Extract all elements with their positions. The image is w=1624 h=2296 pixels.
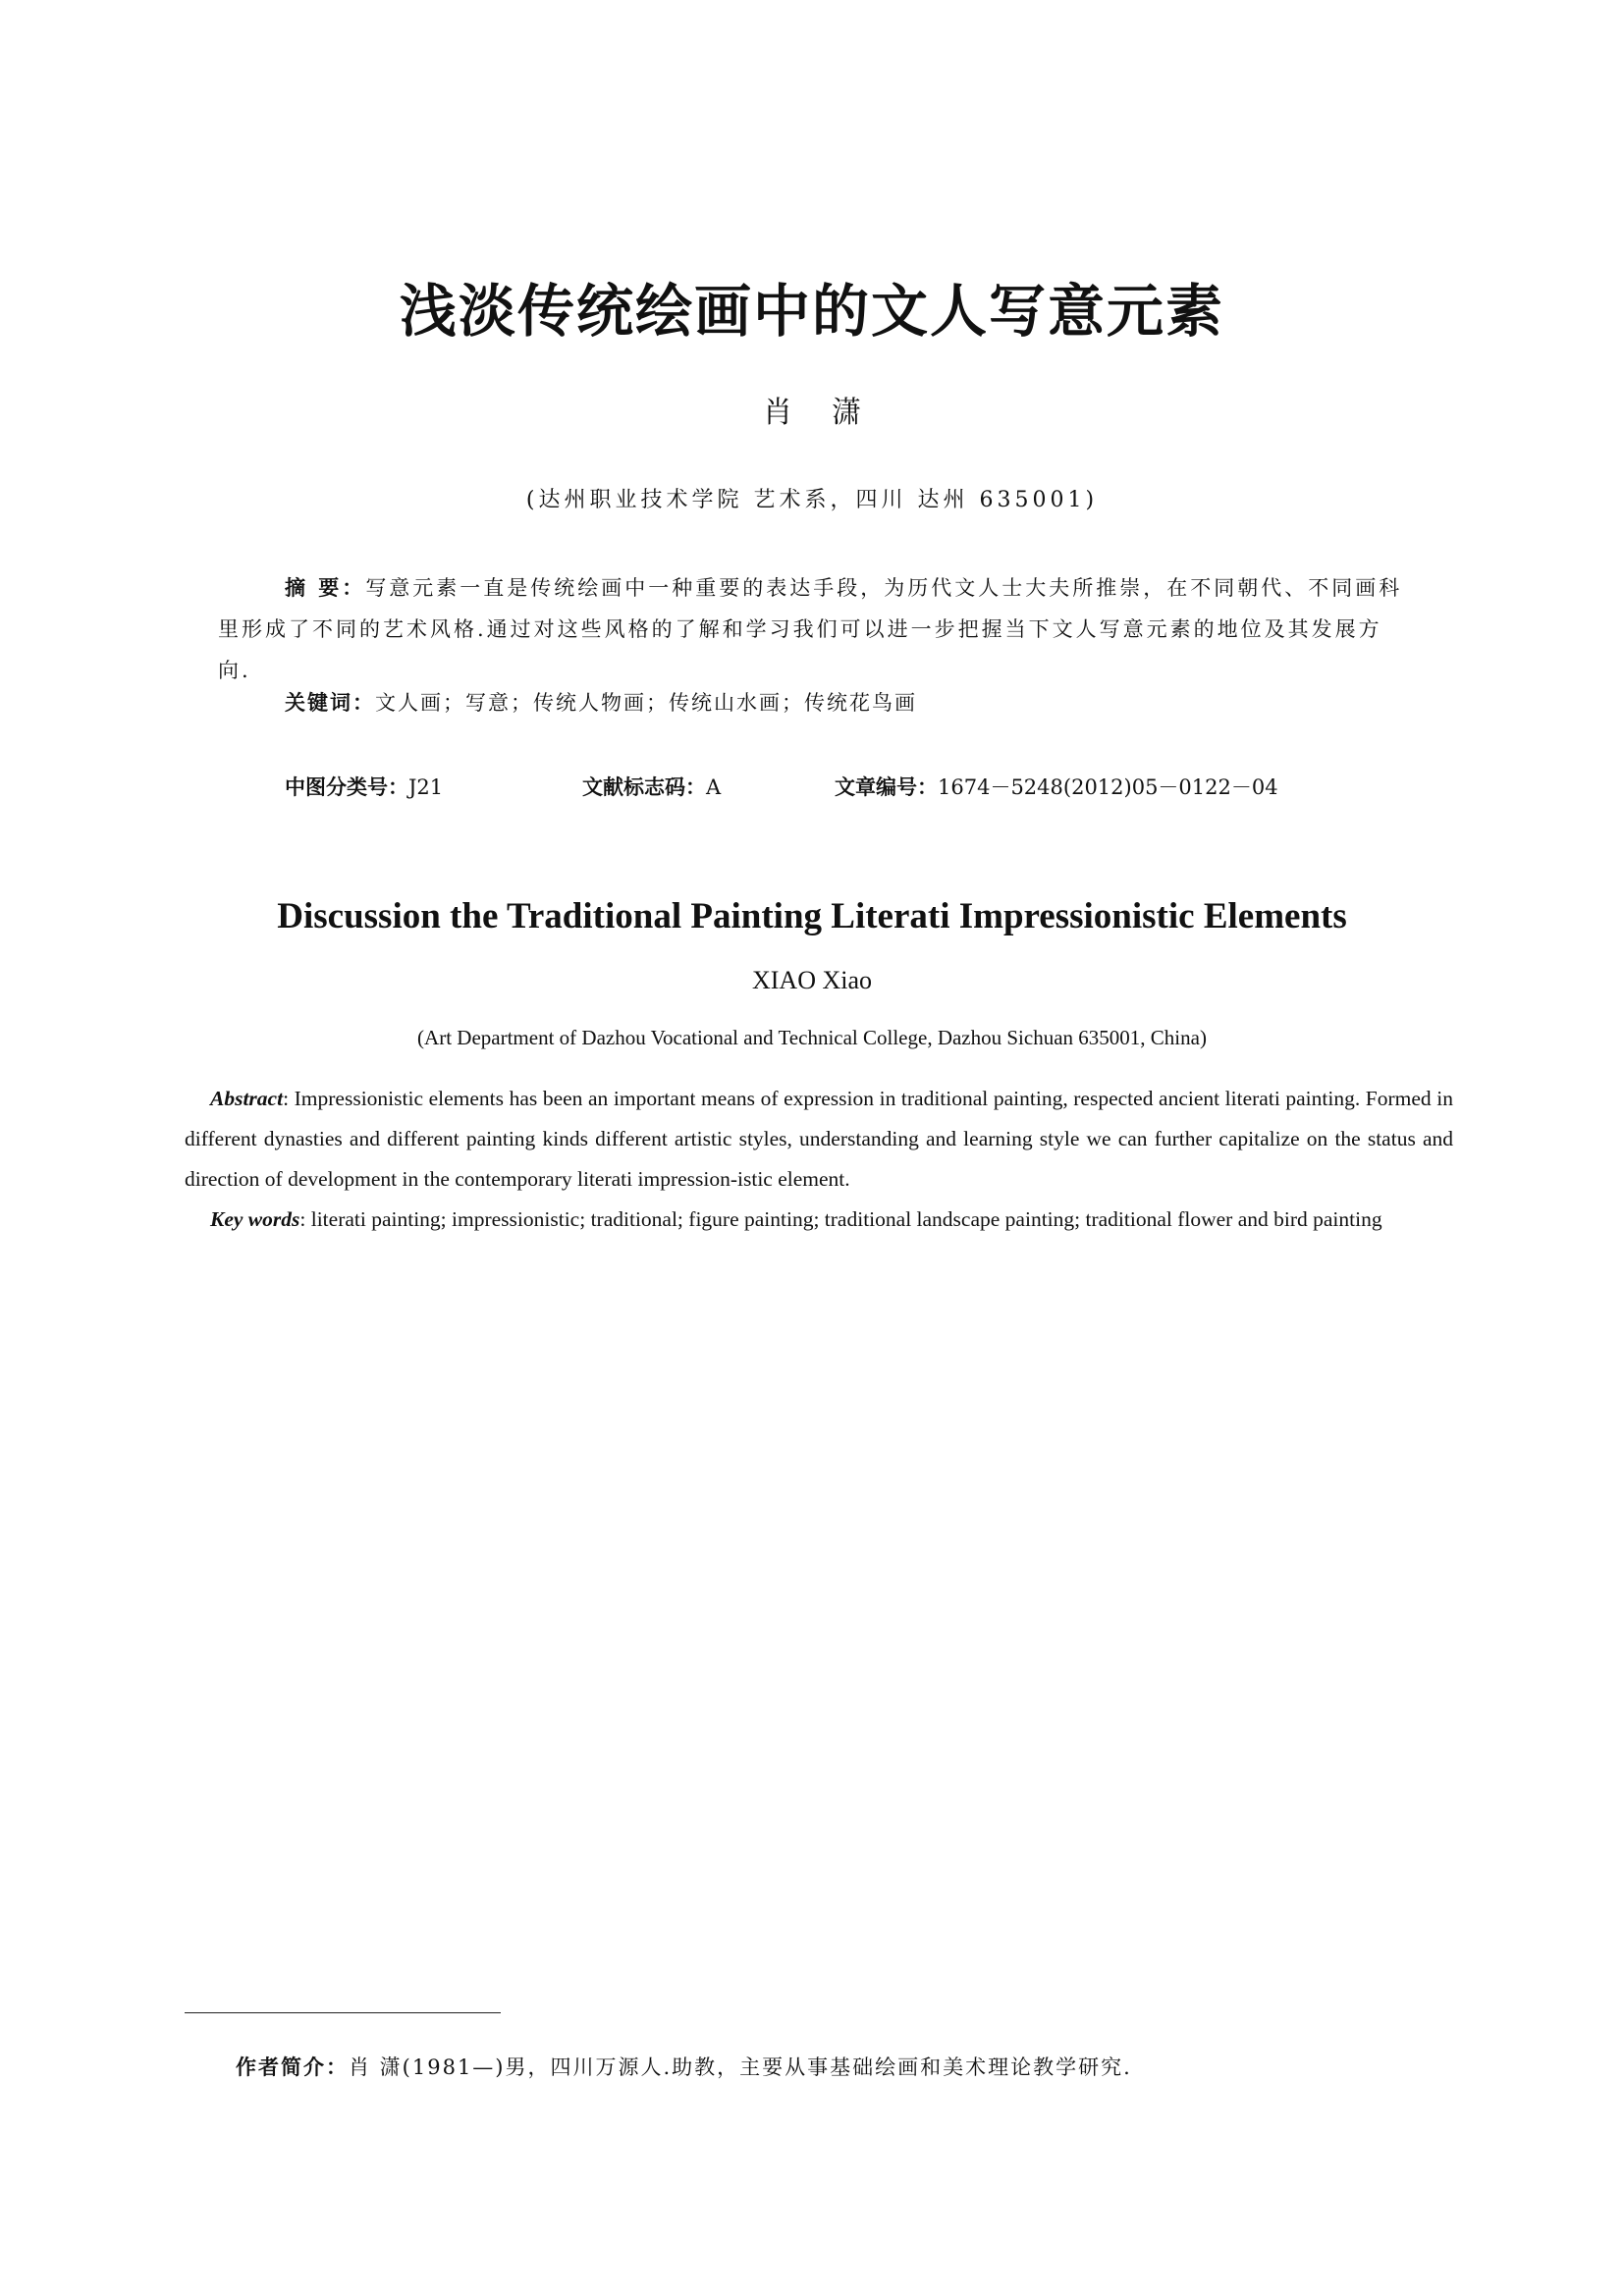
affiliation-cn: (达州职业技术学院 艺术系，四川 达州 635001) <box>525 488 1099 512</box>
paper-title-cn: 浅淡传统绘画中的文人写意元素 <box>399 278 1224 345</box>
abstract-label-en: Abstract <box>210 1087 284 1110</box>
abstract-label-cn: 摘 要： <box>285 576 366 600</box>
abstract-text-cn: 写意元素一直是传统绘画中一种重要的表达手段，为历代文人士大夫所推崇，在不同朝代、不同画科里形成了不同的艺术风格.通过对这些风格的了解和学习我们可以进一步把握当下文人写意元素的地位及其发展方向. <box>218 576 1403 682</box>
keywords-paragraph-en: Key words: literati painting; impressionistic; traditional; figure painting; traditional landscape painting; traditional flower and bird painting <box>210 1207 1382 1231</box>
abstract-paragraph-en: Abstract: Impressionistic elements has been an important means of expression in traditional painting, respected ancient literati painting. Formed in different dynasties and different painting kinds different artistic styles, understanding and learning style we can further capitalize on the status and direction of development in the contemporary literati impression-istic element. <box>185 1087 1453 1191</box>
footnote-label: 作者简介： <box>236 2056 349 2079</box>
abstract-text-en: Impressionistic elements has been an important means of expression in traditional painting, respected ancient literati painting. Formed in different dynasties and different painting kinds different artistic styles, understanding and learning style we can further capitalize on the status and direction of development in the contemporary literati impression-istic element. <box>185 1087 1453 1191</box>
doc-code-value: A <box>706 775 722 799</box>
paper-title-en: Discussion the Traditional Painting Literati Impressionistic Elements <box>277 896 1347 936</box>
keywords-label-cn: 关键词： <box>285 691 375 715</box>
affiliation-en: (Art Department of Dazhou Vocational and Technical College, Dazhou Sichuan 635001, China) <box>417 1026 1207 1049</box>
document-code <box>582 772 721 801</box>
footnote-text: 肖 潇(1981—)男，四川万源人.助教，主要从事基础绘画和美术理论教学研究. <box>349 2056 1132 2079</box>
keywords-text-en: literati painting; impressionistic; traditional; figure painting; traditional landscape painting; traditional flower and bird painting <box>310 1207 1382 1231</box>
clc-value: J21 <box>408 775 444 799</box>
article-no-label: 文章编号： <box>835 775 938 799</box>
doc-code-label: 文献标志码： <box>582 775 706 799</box>
author-footnote <box>236 2052 1132 2081</box>
article-number <box>835 772 1278 801</box>
author-name-cn: 肖潇 <box>763 396 900 430</box>
author-name-en: XIAO Xiao <box>751 966 873 994</box>
keywords-text-cn: 文人画；写意；传统人物画；传统山水画；传统花鸟画 <box>375 691 917 715</box>
keywords-label-en: Key words <box>210 1207 300 1231</box>
article-no-value: 1674－5248(2012)05－0122－04 <box>938 775 1278 799</box>
abstract-en <box>185 1079 1453 1240</box>
footnote-divider <box>185 2012 501 2013</box>
keywords-cn <box>285 687 917 717</box>
clc-label: 中图分类号： <box>285 775 408 799</box>
abstract-cn <box>218 567 1406 691</box>
clc-number <box>285 772 443 801</box>
